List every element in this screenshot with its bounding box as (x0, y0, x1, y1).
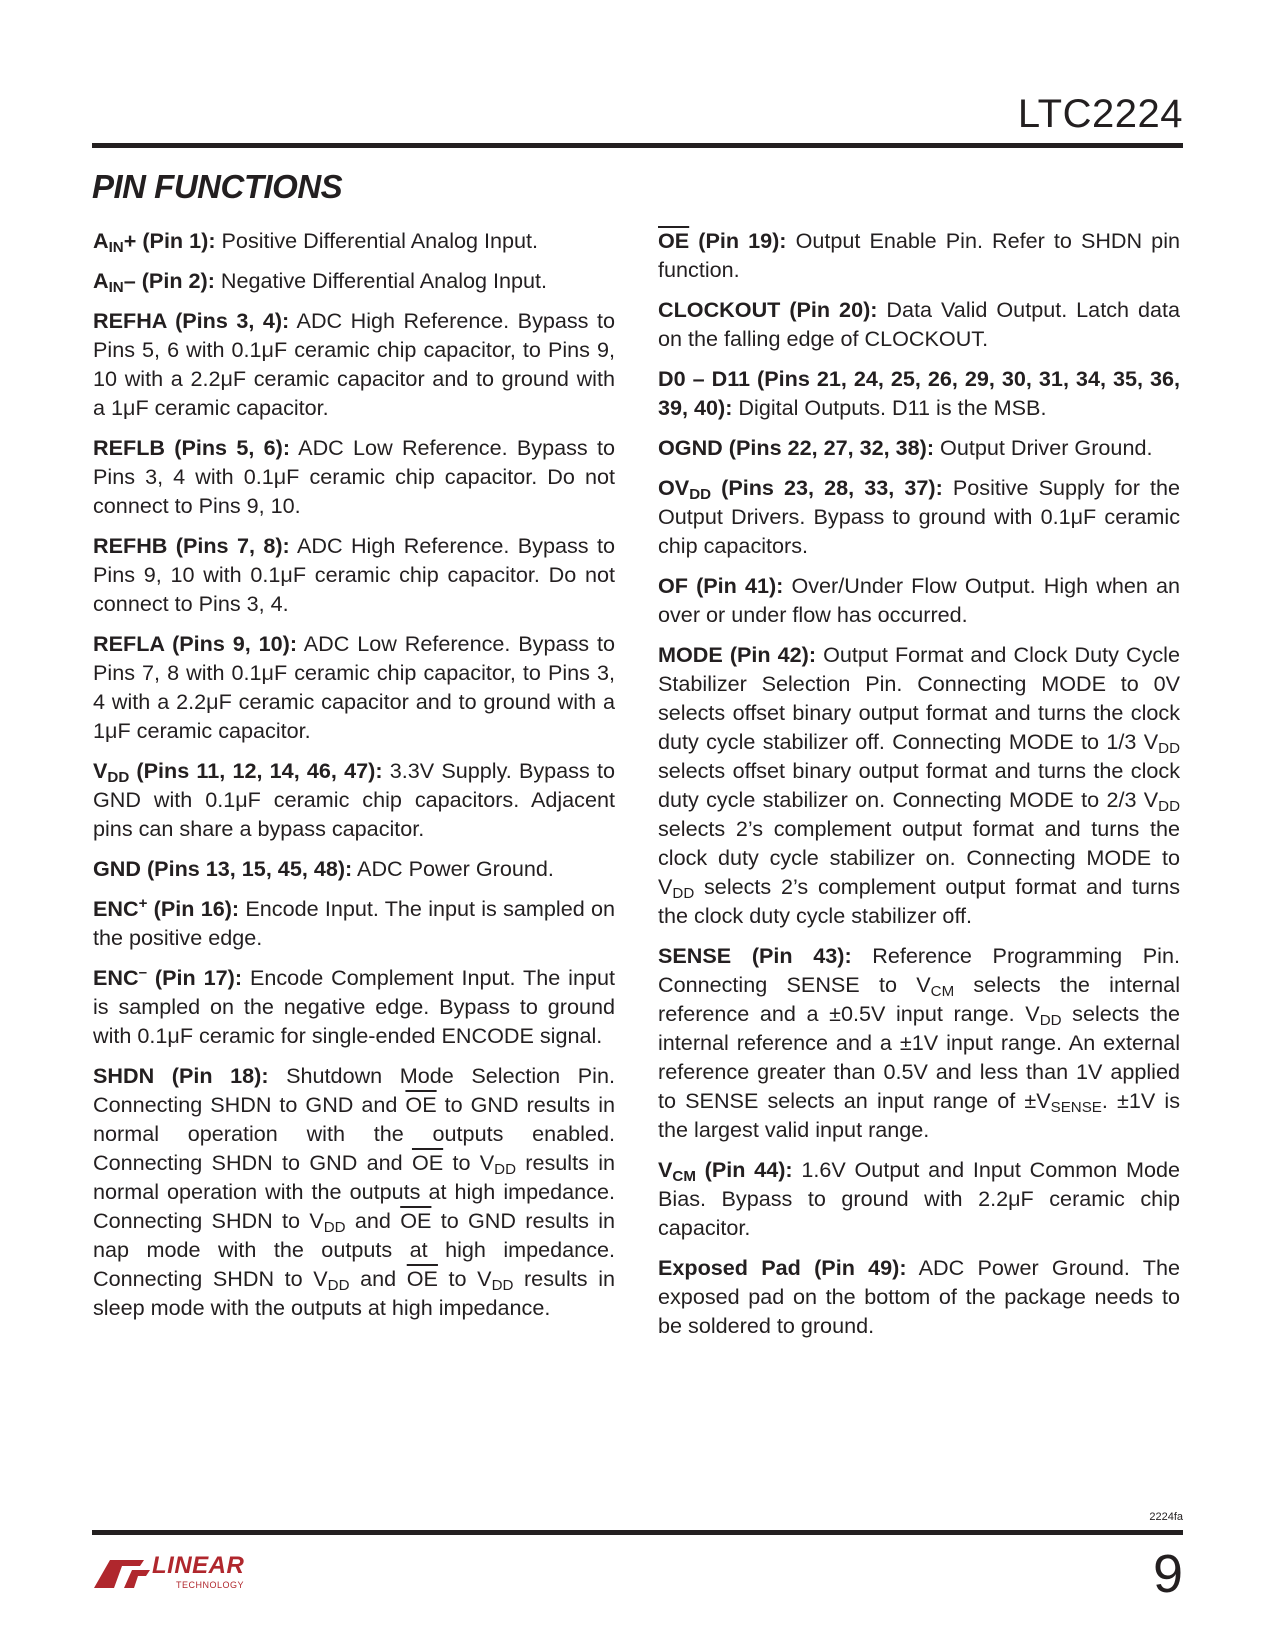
pin-description: Encode Complement Input. The input is sampled on the negative edge. Bypass to ground with 0.1μF ceramic for single-ended ENCODE signal. (93, 965, 615, 1048)
pin-refhb (93, 531, 615, 618)
pin-description: Negative Differential Analog Input. (214, 268, 548, 293)
pin-d0-d11 (658, 364, 1180, 422)
pin-term: OGND (Pins 22, 27, 32, 38): (658, 435, 935, 460)
pin-of (658, 571, 1180, 629)
pin-term: $\overline{OE}$ (Pin 19): (658, 228, 787, 253)
pin-description: ADC Low Reference. Bypass to Pins 7, 8 with 0.1μF ceramic chip capacitor, to Pins 3, 4 with a 2.2μF ceramic capacitor and to ground with a 1μF ceramic capacitor. (93, 631, 615, 743)
pin-term: SENSE (Pin 43): (658, 943, 852, 968)
footer-rule (92, 1530, 1183, 1535)
pin-ain-minus (93, 266, 615, 295)
revision-code: 2224fa (1149, 1511, 1183, 1523)
header-rule (92, 143, 1183, 148)
pin-description: Encode Input. The input is sampled on the positive edge. (93, 896, 615, 950)
pin-enc-plus (93, 894, 615, 952)
pin-description: ADC Power Ground. (352, 856, 554, 881)
pin-reflb (93, 433, 615, 520)
pin-description: ADC High Reference. Bypass to Pins 9, 10 with 0.1μF ceramic chip capacitor. Do not connect to Pins 3, 4. (93, 533, 615, 616)
pin-description: Shutdown Mode Selection Pin. Connecting SHDN to GND and $\overline{OE}$ to GND results in normal operation with the outputs enabled. Connecting SHDN to GND and $\overline{OE}$ to $V_{DD}$ results in normal operation with the outputs at high impedance. Connecting SHDN to $V_{DD}$ and $\overline{OE}$ to GND results in nap mode with the outputs at high impedance. Connecting SHDN to $V_{DD}$ and $\overline{OE}$ to $V_{DD}$ results in sleep mode with the outputs at high impedance. (93, 1063, 616, 1320)
pin-shdn (93, 1061, 615, 1322)
pin-term: $OV_{DD}$ (Pins 23, 28, 33, 37): (658, 475, 943, 503)
part-number: LTC2224 (1017, 92, 1183, 136)
pin-term: D0 – D11 (Pins 21, 24, 25, 26, 29, 30, 31, 34, 35, 36, 39, 40): (658, 366, 1180, 420)
pin-term: $A_{IN}+ (Pin$ 1): (93, 228, 216, 256)
pin-description: Positive Supply for the Output Drivers. Bypass to ground with 0.1μF ceramic chip capacitors. (658, 475, 1180, 558)
pin-term: Exposed Pad (Pin 49): (658, 1255, 907, 1280)
pin-term: REFLA (Pins 9, 10): (93, 631, 298, 656)
pin-sense (658, 941, 1180, 1144)
pin-description: Output Format and Clock Duty Cycle Stabilizer Selection Pin. Connecting MODE to 0V selects offset binary output format and turns the clock duty cycle stabilizer off. Connecting MODE to 1/3 $V_{DD}$ selects offset binary output format and turns the clock duty cycle stabilizer on. Connecting MODE to 2/3 $V_{DD}$ selects 2’s complement output format and turns the clock duty cycle stabilizer on. Connecting MODE to $V_{DD}$ selects 2’s complement output format and turns the clock duty cycle stabilizer off. (658, 642, 1180, 928)
pin-description: Reference Programming Pin. Connecting SENSE to $V_{CM}$ selects the internal reference and a ±0.5V input range. $V_{DD}$ selects the internal reference and a ±1V input range. An external reference greater than 0.5V and less than 1V applied to SENSE selects an input range of $\pm V_{SENSE}$. ±1V is the largest valid input range. (658, 943, 1180, 1142)
pin-description: ADC High Reference. Bypass to Pins 5, 6 with 0.1μF ceramic chip capacitor, to Pins 9, 10 with a 2.2μF ceramic capacitor and to ground with a 1μF ceramic capacitor. (93, 308, 615, 420)
pin-exposed-pad (658, 1253, 1180, 1340)
pin-description: Over/Under Flow Output. High when an over or under flow has occurred. (658, 573, 1180, 627)
pin-vdd (93, 756, 615, 843)
left-column (93, 226, 615, 1333)
pin-description: Digital Outputs. D11 is the MSB. (732, 395, 1047, 420)
pin-description: Output Driver Ground. (934, 435, 1153, 460)
pin-ain-plus (93, 226, 615, 255)
pin-term: CLOCKOUT (Pin 20): (658, 297, 878, 322)
pin-term: ENC+ (Pin 16): (93, 895, 240, 921)
pin-description: 3.3V Supply. Bypass to GND with 0.1μF ceramic chip capacitors. Adjacent pins can share a bypass capacitor. (93, 758, 615, 841)
pin-term: SHDN (Pin 18): (93, 1063, 269, 1088)
logo-wordmark: LINEAR (152, 1552, 245, 1579)
pin-vcm (658, 1155, 1180, 1242)
logo-subtext: TECHNOLOGY (176, 1580, 245, 1590)
pin-enc-minus (93, 963, 615, 1050)
pin-clockout (658, 295, 1180, 353)
pin-oe (658, 226, 1180, 284)
pin-term: MODE (Pin 42): (658, 642, 817, 667)
pin-description: Output Enable Pin. Refer to SHDN pin function. (658, 228, 1180, 282)
pin-term: OF (Pin 41): (658, 573, 784, 598)
pin-term: $V_{DD}$ (Pins 11, 12, 14, 46, 47): (93, 758, 383, 786)
section-title: PIN FUNCTIONS (92, 168, 343, 205)
pin-term: REFHB (Pins 7, 8): (93, 533, 290, 558)
pin-term: $V_{CM}$ (Pin 44): (658, 1157, 793, 1185)
pin-refha (93, 306, 615, 422)
pin-term: ENC– (Pin 17): (93, 964, 243, 990)
pin-gnd (93, 854, 615, 883)
pin-term: GND (Pins 13, 15, 45, 48): (93, 856, 353, 881)
pin-ovdd (658, 473, 1180, 560)
page-number: 9 (1152, 1544, 1183, 1604)
pin-description: ADC Power Ground. The exposed pad on the bottom of the package needs to be soldered to ground. (658, 1255, 1180, 1338)
pin-term: $A_{IN}-$ (Pin 2): (93, 268, 215, 296)
pin-description: Data Valid Output. Latch data on the falling edge of CLOCKOUT. (658, 297, 1180, 351)
pin-term: REFLB (Pins 5, 6): (93, 435, 291, 460)
pin-mode (658, 640, 1180, 930)
pin-refla (93, 629, 615, 745)
pin-description: ADC Low Reference. Bypass to Pins 3, 4 with 0.1μF ceramic chip capacitor. Do not connect to Pins 9, 10. (93, 435, 615, 518)
pin-description: Positive Differential Analog Input. (215, 228, 539, 253)
pin-description: 1.6V Output and Input Common Mode Bias. Bypass to ground with 2.2μF ceramic chip capacitor. (658, 1157, 1180, 1240)
pin-term: REFHA (Pins 3, 4): (93, 308, 290, 333)
pin-ognd (658, 433, 1180, 462)
right-column (658, 226, 1180, 1351)
